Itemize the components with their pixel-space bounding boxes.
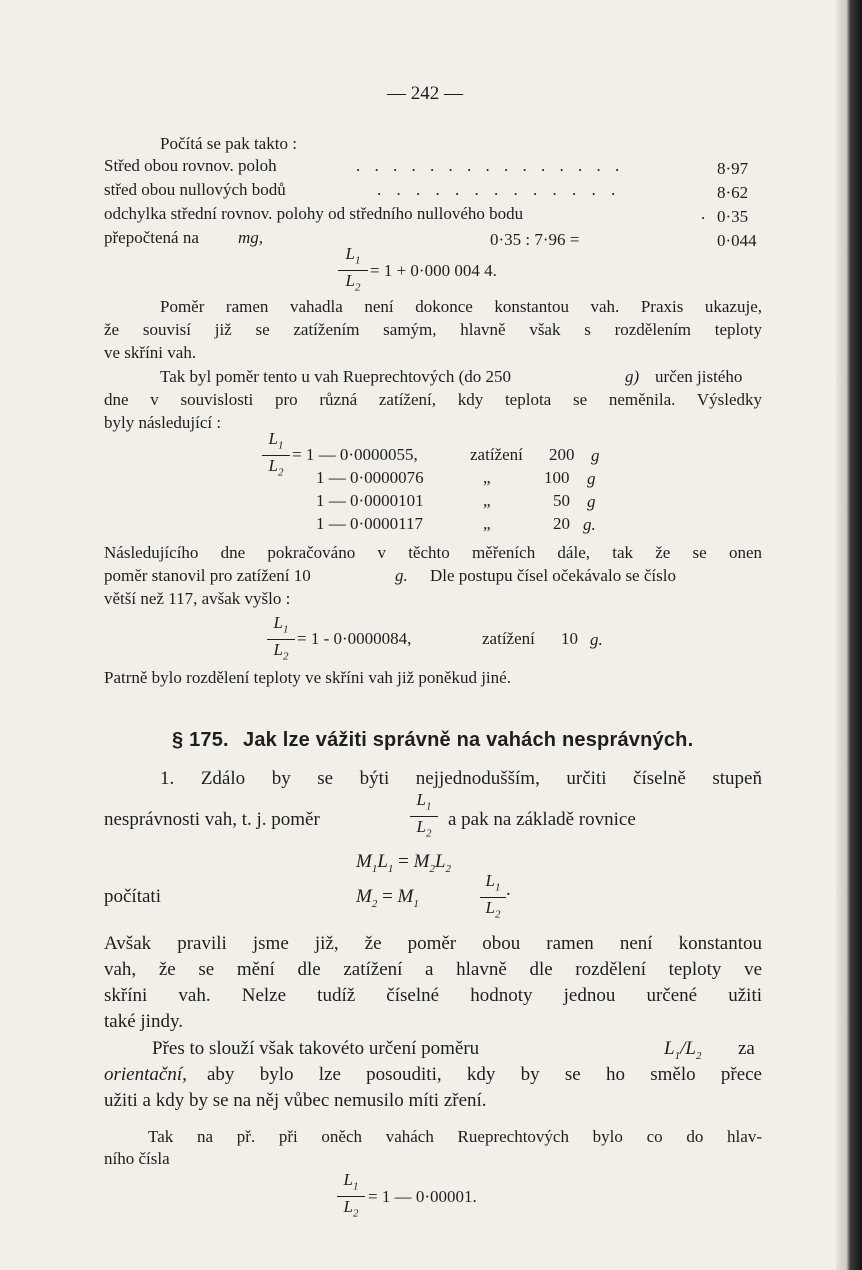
calc-row-value: 8·62 [717, 183, 749, 202]
table-row-load-label: „ [483, 514, 491, 533]
table-row-load: 20 [553, 514, 570, 533]
table-row-value: 1 — 0·0000117 [316, 514, 424, 533]
section-title: Jak lze vážiti správně na vahách nesprávných. [243, 729, 694, 751]
calc-row-dots: . . . . . . . . . . . . . . . [356, 156, 625, 175]
eq2-fraction: $L_1$ $L_2$ [267, 614, 295, 666]
paragraph-line: větší než 117, avšak vyšlo : [104, 589, 291, 608]
paragraph-line: že souvisí již se zatížením samým, hlavně však s rozdělením teploty [104, 320, 762, 339]
calc-row-dots: . . . . . . . . . . . . . [377, 180, 621, 199]
ratio-result: = 1 + 0·000 004 4. [370, 261, 497, 280]
table-row-value: 1 — 0·0000076 [316, 468, 424, 487]
eq2-unit: g. [590, 630, 603, 649]
table-row-load-label: zatížení [470, 445, 523, 464]
section-number: § 175. [172, 729, 229, 751]
paragraph-line: poměr stanovil pro zatížení 10 [104, 566, 311, 585]
paragraph-line: nesprávnosti vah, t. j. poměr [104, 809, 320, 830]
table-row-load-label: „ [483, 468, 491, 487]
calc-row-dots: . [701, 204, 706, 223]
eq5-value: = 1 — 0·00001. [368, 1187, 477, 1206]
eq2-value: = 1 - 0·0000084, [297, 629, 412, 648]
eq4-fraction: $L_1$ $L_2$ [480, 872, 506, 924]
calc-row-label: odchylka střední rovnov. polohy od středního nullového bodu [104, 204, 524, 223]
paragraph-line: také jindy. [104, 1011, 183, 1032]
paragraph-line: a pak na základě rovnice [448, 809, 636, 830]
ratio-fraction: $L_1$ $L_2$ [338, 245, 368, 297]
table-row-load: 100 [544, 468, 570, 487]
paragraph-line: Přes to slouží však takovéto určení poměru [152, 1038, 480, 1059]
table-row-unit: g [591, 446, 600, 465]
table-row-unit: g [587, 492, 596, 511]
calc-row-label: Střed obou rovnov. poloh [104, 156, 277, 175]
paragraph-line: za [738, 1038, 755, 1059]
paragraph-line: byly následující : [104, 413, 222, 432]
paragraph-line: dne v souvislosti pro různá zatížení, kdy teplota se neměnila. Výsledky [104, 390, 762, 409]
calc-row-unit: mg, [238, 228, 264, 247]
table-row-load: 50 [553, 491, 570, 510]
paragraph-line: Avšak pravili jsme již, že poměr obou ramen není konstantou [104, 933, 762, 954]
table-fraction: $L_1$ $L_2$ [262, 430, 290, 482]
eq5-fraction: $L_1$ $L_2$ [337, 1171, 365, 1223]
calc-row-formula: 0·35 : 7·96 = [490, 230, 580, 249]
eq4-left: $M_2 = M_1$ [356, 886, 419, 910]
calc-row-label: přepočtená na [104, 228, 199, 247]
paragraph-line: určen jistého [655, 367, 743, 386]
paragraph-line: Poměr ramen vahadla není dokonce konstantou vah. Praxis ukazuje, [160, 297, 762, 316]
table-row-unit: g [587, 469, 596, 488]
paragraph-line: Následujícího dne pokračováno v těchto měřeních dále, tak že se onen [104, 543, 762, 562]
paragraph-line: Tak byl poměr tento u vah Rueprechtových (do 250 [160, 367, 511, 386]
calc-row-value: 8·97 [717, 159, 749, 178]
table-row-load-label: „ [483, 491, 491, 510]
paragraph-line: užiti a kdy by se na něj vůbec nemusilo míti zření. [104, 1090, 487, 1111]
table-row-unit: g. [583, 515, 596, 534]
paragraph-line: Tak na př. při oněch vahách Rueprechtových bylo co do hlav- [148, 1127, 762, 1146]
paragraph-emph: orientační, [104, 1064, 187, 1085]
paragraph-unit: g) [625, 367, 640, 386]
para5-fraction: $L_1$ $L_2$ [410, 791, 438, 843]
paragraph-unit: g. [395, 566, 408, 585]
paragraph-line: ního čísla [104, 1149, 170, 1168]
calc-row-label: střed obou nullových bodů [104, 180, 286, 199]
eq2-load: 10 [561, 629, 578, 648]
paragraph-line: Patrně bylo rozdělení teploty ve skříni vah již poněkud jiné. [104, 668, 511, 687]
paragraph-line: aby bylo lze posouditi, kdy by se ho smělo přece [207, 1064, 762, 1085]
eq4-dot: . [506, 879, 511, 900]
paragraph-line: 1. Zdálo by se býti nejjednodušším, určiti číselně stupeň [160, 768, 762, 789]
paragraph-line: ve skříni vah. [104, 343, 197, 362]
paragraph-line: Dle postupu čísel očekávalo se číslo [430, 566, 676, 585]
calc-row-value: 0·35 [717, 207, 749, 226]
paragraph-line: skříni vah. Nelze tudíž číselné hodnoty jednou určené užiti [104, 985, 762, 1006]
eq3-equation: $M_1L_1 = M_2L_2$ [356, 851, 452, 875]
calc-row-value: 0·044 [717, 231, 757, 250]
eq2-load-label: zatížení [482, 629, 535, 648]
table-row-value: = 1 — 0·0000055, [292, 445, 418, 464]
ratio-inline: $L_1/L_2$ [664, 1038, 702, 1062]
page-edge-shadow [836, 0, 862, 1270]
calc-intro: Počítá se pak takto : [160, 134, 297, 153]
table-row-value: 1 — 0·0000101 [316, 491, 424, 510]
eq4-label: počítati [104, 886, 161, 907]
table-row-load: 200 [549, 445, 575, 464]
paragraph-line: vah, že se mění dle zatížení a hlavně dle rozdělení teploty ve [104, 959, 762, 980]
page-number: — 242 — [387, 83, 463, 104]
